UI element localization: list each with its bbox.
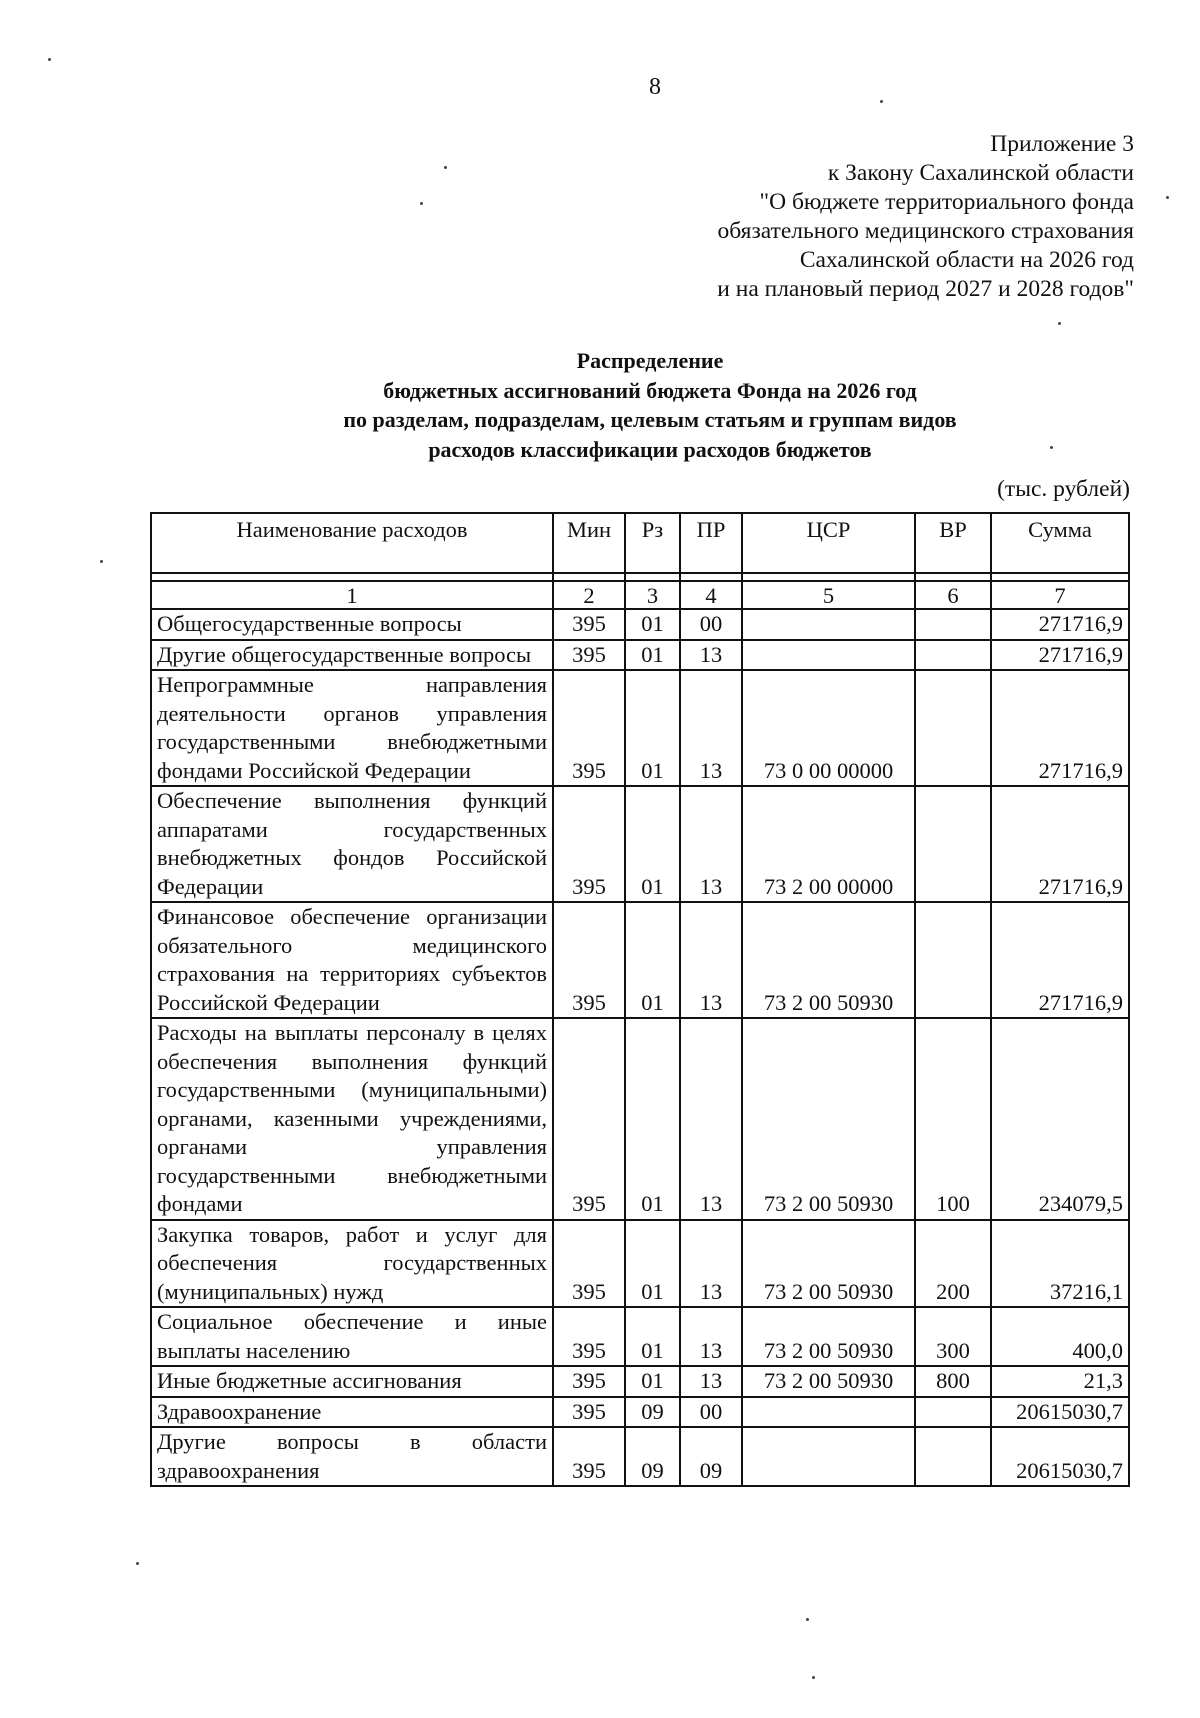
row-sum-cell: 20615030,7 <box>991 1397 1129 1428</box>
budget-table <box>150 512 1130 1487</box>
table-row <box>151 902 1129 1018</box>
table-row <box>151 1366 1129 1397</box>
row-min-cell: 395 <box>553 640 625 671</box>
column-header: Рз <box>625 513 680 573</box>
table-row <box>151 1220 1129 1308</box>
row-csr-cell: 73 2 00 50930 <box>742 1307 915 1366</box>
row-csr-cell <box>742 1397 915 1428</box>
column-number-row <box>151 581 1129 609</box>
table-row <box>151 1018 1129 1220</box>
row-vr-cell <box>915 786 991 902</box>
appendix-line: обязательного медицинского страхования <box>717 218 1134 244</box>
row-rz-cell: 01 <box>625 640 680 671</box>
row-pr-cell: 13 <box>680 902 742 1018</box>
table-header-row <box>151 513 1129 573</box>
row-min-cell: 395 <box>553 1366 625 1397</box>
row-sum-cell: 234079,5 <box>991 1018 1129 1220</box>
row-vr-cell <box>915 1397 991 1428</box>
row-name-cell: Другие вопросы в области здравоохранения <box>151 1427 553 1486</box>
row-sum-cell: 271716,9 <box>991 670 1129 786</box>
units-label: (тыс. рублей) <box>997 476 1130 502</box>
document-title <box>200 346 1100 464</box>
table-row <box>151 1397 1129 1428</box>
row-rz-cell: 01 <box>625 609 680 640</box>
column-number: 3 <box>625 581 680 609</box>
table-row <box>151 640 1129 671</box>
row-rz-cell: 01 <box>625 1220 680 1308</box>
row-vr-cell <box>915 640 991 671</box>
row-name-cell: Непрограммные направления деятельности органов управления государственными внебюджетными фондами Российской Федерации <box>151 670 553 786</box>
row-csr-cell <box>742 609 915 640</box>
row-vr-cell: 300 <box>915 1307 991 1366</box>
page-number: 8 <box>649 74 661 100</box>
row-name-cell: Закупка товаров, работ и услуг для обеспечения государственных (муниципальных) нужд <box>151 1220 553 1308</box>
row-name-cell: Общегосударственные вопросы <box>151 609 553 640</box>
row-rz-cell: 01 <box>625 1018 680 1220</box>
row-pr-cell: 00 <box>680 609 742 640</box>
column-number: 7 <box>991 581 1129 609</box>
row-vr-cell <box>915 670 991 786</box>
row-vr-cell <box>915 1427 991 1486</box>
row-min-cell: 395 <box>553 1397 625 1428</box>
column-number: 1 <box>151 581 553 609</box>
row-vr-cell: 800 <box>915 1366 991 1397</box>
row-pr-cell: 13 <box>680 786 742 902</box>
row-sum-cell: 20615030,7 <box>991 1427 1129 1486</box>
row-name-cell: Финансовое обеспечение организации обязательного медицинского страхования на территориях субъектов Российской Федерации <box>151 902 553 1018</box>
row-rz-cell: 09 <box>625 1427 680 1486</box>
row-pr-cell: 13 <box>680 1366 742 1397</box>
table-row <box>151 609 1129 640</box>
column-number: 4 <box>680 581 742 609</box>
scan-speck <box>1058 322 1061 325</box>
row-sum-cell: 400,0 <box>991 1307 1129 1366</box>
row-pr-cell: 09 <box>680 1427 742 1486</box>
title-line: бюджетных ассигнований бюджета Фонда на 2026 год <box>383 377 917 403</box>
row-csr-cell: 73 2 00 50930 <box>742 1366 915 1397</box>
row-sum-cell: 271716,9 <box>991 902 1129 1018</box>
scan-speck <box>100 560 103 563</box>
row-vr-cell: 200 <box>915 1220 991 1308</box>
row-sum-cell: 37216,1 <box>991 1220 1129 1308</box>
row-csr-cell: 73 2 00 00000 <box>742 786 915 902</box>
row-name-cell: Иные бюджетные ассигнования <box>151 1366 553 1397</box>
row-rz-cell: 01 <box>625 1307 680 1366</box>
appendix-line: и на плановый период 2027 и 2028 годов" <box>717 276 1134 302</box>
appendix-header <box>434 130 1134 304</box>
row-pr-cell: 13 <box>680 640 742 671</box>
scan-speck <box>806 1618 809 1621</box>
row-sum-cell: 21,3 <box>991 1366 1129 1397</box>
row-csr-cell: 73 2 00 50930 <box>742 1220 915 1308</box>
scan-speck <box>444 166 447 169</box>
row-rz-cell: 01 <box>625 902 680 1018</box>
appendix-line: Приложение 3 <box>990 131 1134 157</box>
scan-speck <box>1166 196 1169 199</box>
row-name-cell: Расходы на выплаты персоналу в целях обеспечения выполнения функций государственными (муниципальными) органами, казенными учреждениями, органами управления государственными внебюджетными фондами <box>151 1018 553 1220</box>
row-rz-cell: 01 <box>625 670 680 786</box>
row-csr-cell <box>742 1427 915 1486</box>
column-number: 6 <box>915 581 991 609</box>
row-min-cell: 395 <box>553 786 625 902</box>
header-gap <box>151 573 1129 581</box>
scan-speck <box>1050 446 1053 449</box>
column-header: ПР <box>680 513 742 573</box>
row-pr-cell: 13 <box>680 670 742 786</box>
row-min-cell: 395 <box>553 670 625 786</box>
row-pr-cell: 13 <box>680 1018 742 1220</box>
appendix-line: Сахалинской области на 2026 год <box>799 247 1134 273</box>
title-line: по разделам, подразделам, целевым статьям и группам видов <box>343 407 957 432</box>
row-rz-cell: 01 <box>625 786 680 902</box>
row-sum-cell: 271716,9 <box>991 786 1129 902</box>
table-row <box>151 670 1129 786</box>
row-name-cell: Другие общегосударственные вопросы <box>151 640 553 671</box>
row-pr-cell: 00 <box>680 1397 742 1428</box>
row-name-cell: Здравоохранение <box>151 1397 553 1428</box>
title-line: расходов классификации расходов бюджетов <box>428 436 872 462</box>
row-min-cell: 395 <box>553 1018 625 1220</box>
table-row <box>151 786 1129 902</box>
row-min-cell: 395 <box>553 1220 625 1308</box>
row-csr-cell: 73 0 00 00000 <box>742 670 915 786</box>
column-header: ВР <box>915 513 991 573</box>
row-rz-cell: 09 <box>625 1397 680 1428</box>
row-sum-cell: 271716,9 <box>991 640 1129 671</box>
column-header: Мин <box>553 513 625 573</box>
row-name-cell: Социальное обеспечение и иные выплаты населению <box>151 1307 553 1366</box>
scan-speck <box>420 202 423 205</box>
scan-speck <box>880 100 883 103</box>
scan-speck <box>136 1562 139 1565</box>
row-csr-cell: 73 2 00 50930 <box>742 1018 915 1220</box>
table-row <box>151 1427 1129 1486</box>
scan-speck <box>48 58 51 61</box>
row-vr-cell <box>915 902 991 1018</box>
table-row <box>151 1307 1129 1366</box>
row-csr-cell: 73 2 00 50930 <box>742 902 915 1018</box>
row-pr-cell: 13 <box>680 1220 742 1308</box>
column-header: Наименование расходов <box>151 513 553 573</box>
row-rz-cell: 01 <box>625 1366 680 1397</box>
row-min-cell: 395 <box>553 1427 625 1486</box>
row-csr-cell <box>742 640 915 671</box>
row-vr-cell: 100 <box>915 1018 991 1220</box>
title-line: Распределение <box>576 348 724 373</box>
row-min-cell: 395 <box>553 609 625 640</box>
row-min-cell: 395 <box>553 1307 625 1366</box>
row-sum-cell: 271716,9 <box>991 609 1129 640</box>
appendix-line: "О бюджете территориального фонда <box>759 189 1134 215</box>
row-name-cell: Обеспечение выполнения функций аппаратами государственных внебюджетных фондов Российской Федерации <box>151 786 553 902</box>
column-number: 2 <box>553 581 625 609</box>
scan-speck <box>812 1676 815 1679</box>
appendix-line: к Закону Сахалинской области <box>827 160 1134 186</box>
row-min-cell: 395 <box>553 902 625 1018</box>
row-pr-cell: 13 <box>680 1307 742 1366</box>
column-header: ЦСР <box>742 513 915 573</box>
row-vr-cell <box>915 609 991 640</box>
column-header: Сумма <box>991 513 1129 573</box>
column-number: 5 <box>742 581 915 609</box>
